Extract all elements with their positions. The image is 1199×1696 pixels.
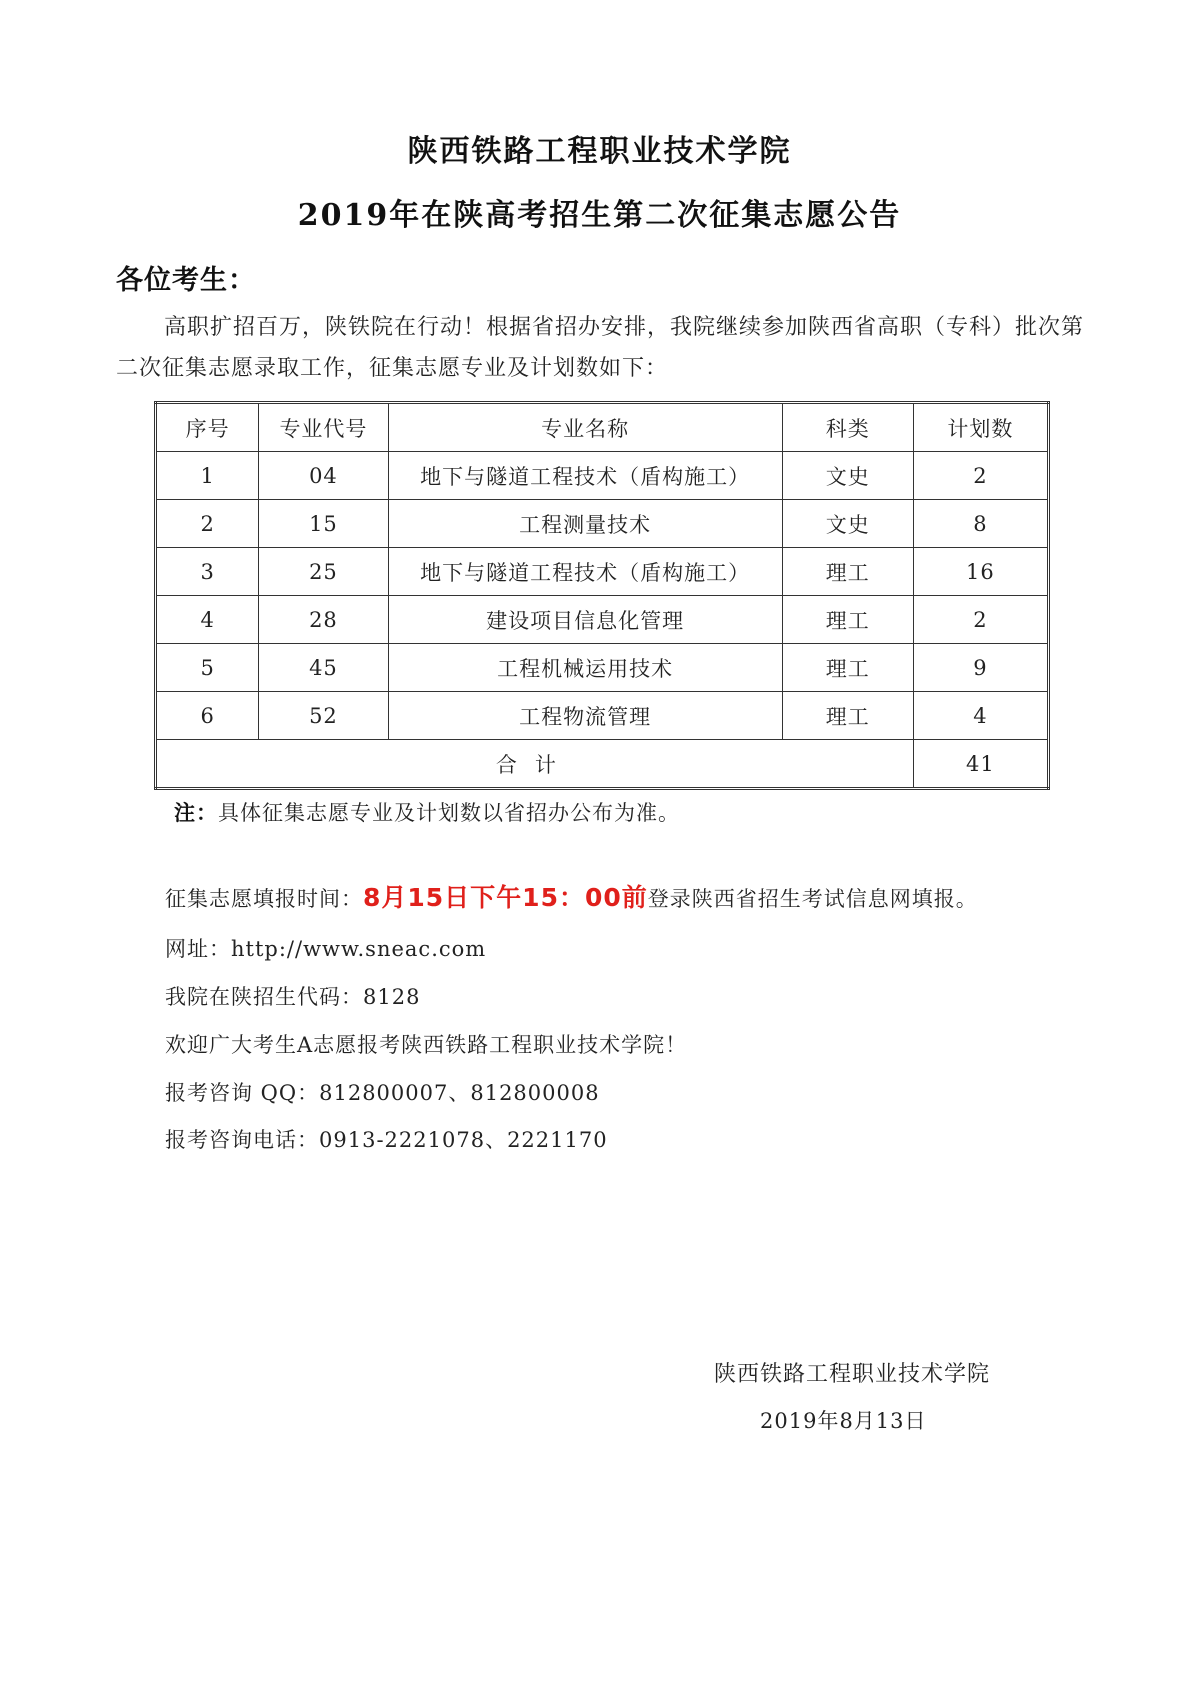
- cell-name: 地下与隧道工程技术（盾构施工）: [388, 548, 782, 596]
- welcome-line: 欢迎广大考生A志愿报考陕西铁路工程职业技术学院！: [165, 1033, 688, 1057]
- header-cell-name: 专业名称: [388, 403, 782, 452]
- website-line: 网址：http://www.sneac.com: [165, 937, 487, 961]
- cell-category: 文史: [782, 500, 913, 548]
- cell-no: 3: [156, 548, 259, 596]
- issue-date: 2019年8月13日: [760, 1409, 927, 1433]
- document-title: 陕西铁路工程职业技术学院: [407, 134, 792, 169]
- cell-name: 工程测量技术: [388, 500, 782, 548]
- cell-code: 52: [259, 692, 388, 740]
- table-note: [174, 797, 680, 827]
- deadline-highlight: 8月15日下午15：00前: [363, 883, 648, 912]
- cell-name: 地下与隧道工程技术（盾构施工）: [388, 452, 782, 500]
- cell-name: 工程机械运用技术: [388, 644, 782, 692]
- cell-category: 理工: [782, 548, 913, 596]
- header-cell-plan: 计划数: [913, 403, 1048, 452]
- phone-contact-line: 报考咨询电话：0913-2221078、2221170: [165, 1128, 608, 1152]
- qq-contact-line: 报考咨询 QQ：812800007、812800008: [165, 1081, 600, 1105]
- header-cell-category: 科类: [782, 403, 913, 452]
- cell-code: 45: [259, 644, 388, 692]
- intro-paragraph: 高职扩招百万，陕铁院在行动！根据省招办安排，我院继续参加陕西省高职（专科）批次第二次征集志愿录取工作，征集志愿专业及计划数如下：: [116, 315, 1085, 381]
- cell-code: 25: [259, 548, 388, 596]
- cell-category: 理工: [782, 692, 913, 740]
- cell-code: 15: [259, 500, 388, 548]
- table-total-row: [156, 740, 1049, 789]
- total-label: 合计: [156, 740, 914, 789]
- note-text: 具体征集志愿专业及计划数以省招办公布为准。: [218, 801, 680, 825]
- greeting: 各位考生：: [116, 265, 256, 296]
- deadline-prefix: 征集志愿填报时间：: [165, 887, 363, 911]
- cell-plan: 8: [913, 500, 1048, 548]
- cell-plan: 2: [913, 452, 1048, 500]
- enrollment-plan-table: [154, 401, 1050, 790]
- signature: 陕西铁路工程职业技术学院: [714, 1362, 991, 1387]
- cell-no: 4: [156, 596, 259, 644]
- cell-code: 28: [259, 596, 388, 644]
- cell-no: 2: [156, 500, 259, 548]
- cell-plan: 2: [913, 596, 1048, 644]
- note-label: 注：: [174, 800, 218, 825]
- cell-name: 建设项目信息化管理: [388, 596, 782, 644]
- table-row: [156, 692, 1049, 740]
- table-row: [156, 644, 1049, 692]
- deadline-line: [165, 878, 978, 914]
- school-code-line: 我院在陕招生代码：8128: [165, 985, 421, 1009]
- table-header-row: [156, 403, 1049, 452]
- cell-plan: 16: [913, 548, 1048, 596]
- table-row: [156, 548, 1049, 596]
- document-subtitle: 2019年在陕高考招生第二次征集志愿公告: [297, 198, 902, 233]
- cell-category: 理工: [782, 644, 913, 692]
- cell-plan: 9: [913, 644, 1048, 692]
- header-cell-no: 序号: [156, 403, 259, 452]
- table-row: [156, 452, 1049, 500]
- table-row: [156, 596, 1049, 644]
- cell-category: 理工: [782, 596, 913, 644]
- total-value: 41: [913, 740, 1048, 789]
- header-cell-code: 专业代号: [259, 403, 388, 452]
- cell-plan: 4: [913, 692, 1048, 740]
- cell-code: 04: [259, 452, 388, 500]
- cell-category: 文史: [782, 452, 913, 500]
- cell-no: 6: [156, 692, 259, 740]
- deadline-suffix: 登录陕西省招生考试信息网填报。: [647, 887, 978, 911]
- cell-name: 工程物流管理: [388, 692, 782, 740]
- table-row: [156, 500, 1049, 548]
- cell-no: 5: [156, 644, 259, 692]
- cell-no: 1: [156, 452, 259, 500]
